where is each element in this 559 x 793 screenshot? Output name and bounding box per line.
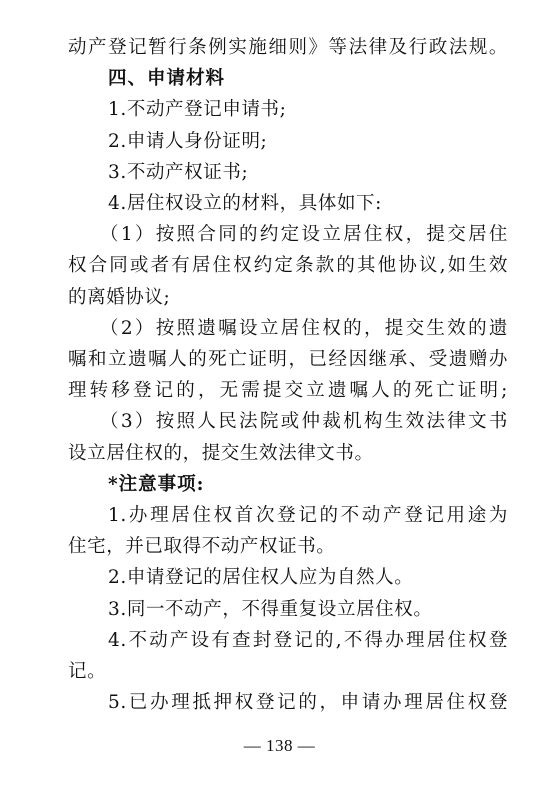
paragraph-line: 记。 <box>68 661 107 682</box>
list-item: 3.不动产权证书; <box>108 161 249 183</box>
list-item: 4.居住权设立的材料，具体如下: <box>108 193 382 214</box>
list-item: 2.申请登记的居住权人应为自然人。 <box>108 567 414 589</box>
paragraph-line: 理转移登记的，无需提交立遗嘱人的死亡证明; <box>68 380 508 402</box>
section-heading: 四、申请材料 <box>108 68 226 90</box>
paragraph-line: （1）按照合同的约定设立居住权，提交居住 <box>100 224 508 246</box>
list-item: 2.申请人身份证明; <box>108 130 268 152</box>
paragraph-line: 嘱和立遗嘱人的死亡证明，已经因继承、受遗赠办 <box>68 349 508 370</box>
paragraph-line: 住宅，并已取得不动产权证书。 <box>68 536 336 558</box>
paragraph-line: （2）按照遗嘱设立居住权的，提交生效的遗 <box>100 317 508 339</box>
paragraph-line: （3）按照人民法院或仲裁机构生效法律文书 <box>100 411 508 433</box>
list-item: 3.同一不动产，不得重复设立居住权。 <box>108 598 433 620</box>
notes-heading: *注意事项: <box>108 473 205 495</box>
page-number: — 138 — <box>243 736 316 755</box>
list-item: 1.办理居住权首次登记的不动产登记用途为 <box>108 505 508 526</box>
list-item: 4.不动产设有查封登记的,不得办理居住权登 <box>108 629 508 651</box>
list-item: 1.不动产登记申请书; <box>108 99 287 121</box>
paragraph-line: 动产登记暂行条例实施细则》等法律及行政法规。 <box>68 37 508 58</box>
paragraph-line: 设立居住权的，提交生效法律文书。 <box>68 442 374 464</box>
paragraph-line: 权合同或者有居住权约定条款的其他协议,如生效 <box>68 255 508 277</box>
list-item: 5.已办理抵押权登记的，申请办理居住权登 <box>108 692 508 714</box>
paragraph-line: 的离婚协议; <box>68 286 171 308</box>
